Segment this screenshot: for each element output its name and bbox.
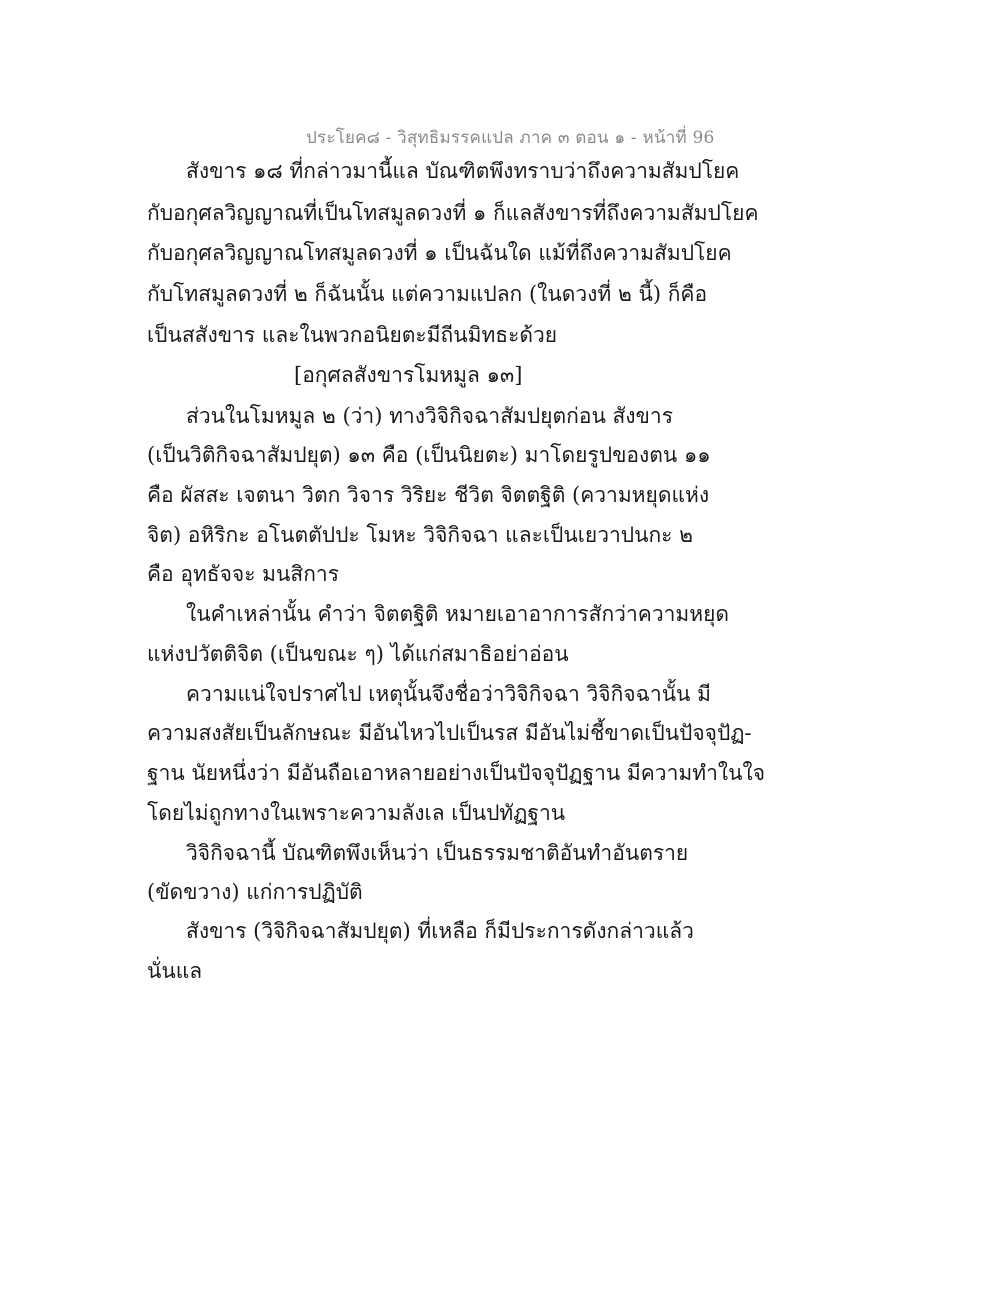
text-line: กับอกุศลวิญญาณโทสมูลดวงที่ ๑ เป็นฉันใด แม้ที่ถึงความสัมปโยค (147, 241, 732, 265)
text-line: ความแน่ใจปราศไป เหตุนั้นจึงชื่อว่าวิจิกิจฉา วิจิกิจฉานั้น มี (186, 682, 711, 706)
text-line: โดยไม่ถูกทางในเพราะความลังเล เป็นปทัฏฐาน (147, 801, 566, 825)
text-line: คือ อุทธัจจะ มนสิการ (147, 562, 339, 586)
text-line: ในคำเหล่านั้น คำว่า จิตตฐิติ หมายเอาอาการสักว่าความหยุด (186, 602, 730, 626)
text-line: แห่งปวัตติจิต (เป็นขณะ ๆ) ได้แก่สมาธิอย่าอ่อน (147, 642, 569, 666)
text-line: นั่นแล (147, 959, 203, 983)
text-line: คือ ผัสสะ เจตนา วิตก วิจาร วิริยะ ชีวิต จิตตฐิติ (ความหยุดแห่ง (147, 483, 710, 507)
text-line: จิต) อหิริกะ อโนตตัปปะ โมหะ วิจิกิจฉา และเป็นเยวาปนกะ ๒ (147, 523, 693, 547)
text-line: สังขาร ๑๘ ที่กล่าวมานี้แล บัณฑิตพึงทราบว่าถึงความสัมปโยค (186, 159, 740, 183)
text-line: กับอกุศลวิญญาณที่เป็นโทสมูลดวงที่ ๑ ก็แลสังขารที่ถึงความสัมปโยค (147, 201, 759, 225)
text-line: กับโทสมูลดวงที่ ๒ ก็ฉันนั้น แต่ความแปลก (ในดวงที่ ๒ นี้) ก็คือ (147, 282, 708, 306)
section-heading: [อกุศลสังขารโมหมูล ๑๓] (294, 363, 523, 387)
running-header: ประโยค๘ - วิสุทธิมรรคแปล ภาค ๓ ตอน ๑ - หน้าที่ 96 (306, 128, 715, 148)
text-line: ฐาน นัยหนึ่งว่า มีอันถือเอาหลายอย่างเป็นปัจจุปัฏฐาน มีความทำในใจ (147, 761, 766, 785)
text-line: ส่วนในโมหมูล ๒ (ว่า) ทางวิจิกิจฉาสัมปยุตก่อน สังขาร (186, 404, 673, 428)
text-line: เป็นสสังขาร และในพวกอนิยตะมีถีนมิทธะด้วย (147, 323, 558, 347)
text-line: (เป็นวิติกิจฉาสัมปยุต) ๑๓ คือ (เป็นนิยตะ) มาโดยรูปของตน ๑๑ (147, 443, 711, 467)
text-line: (ขัดขวาง) แก่การปฏิบัติ (147, 880, 363, 904)
text-line: สังขาร (วิจิกิจฉาสัมปยุต) ที่เหลือ ก็มีประการดังกล่าวแล้ว (186, 919, 694, 943)
text-line: ความสงสัยเป็นลักษณะ มีอันไหวไปเป็นรส มีอันไม่ชี้ขาดเป็นปัจจุปัฏ- (147, 721, 752, 745)
text-line: วิจิกิจฉานี้ บัณฑิตพึงเห็นว่า เป็นธรรมชาติอันทำอันตราย (186, 841, 689, 865)
